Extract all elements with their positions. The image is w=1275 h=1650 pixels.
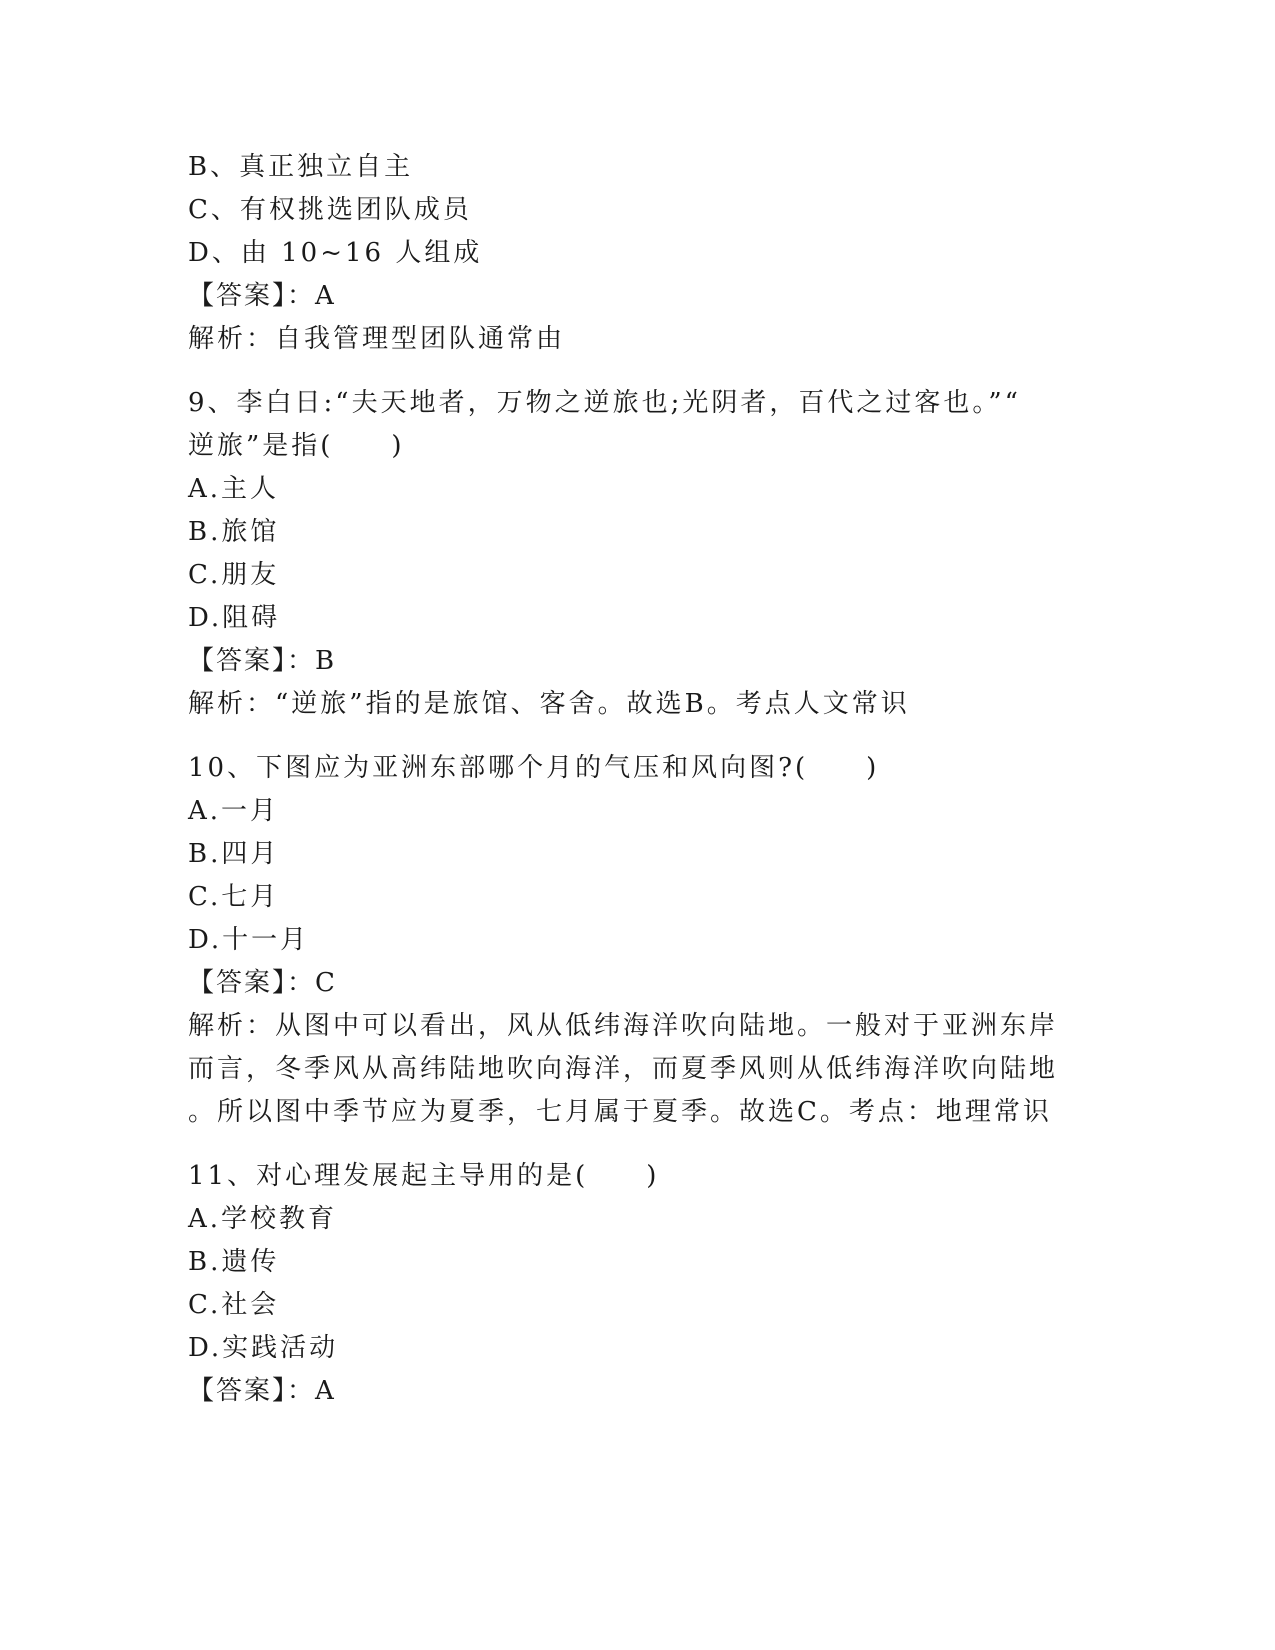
spacer [188, 361, 1088, 382]
question-stem: 10、下图应为亚洲东部哪个月的气压和风向图?( ) [188, 753, 880, 783]
option-c: C.七月 [188, 882, 280, 912]
option-d: D.阻碍 [188, 603, 281, 633]
answer: 【答案】：C [188, 968, 337, 998]
option-b: B、真正独立自主 [188, 152, 414, 182]
spacer [188, 1134, 1088, 1155]
document-page [188, 146, 1088, 1413]
question-10 [188, 747, 1088, 1134]
analysis-line-3: 。所以图中季节应为夏季，七月属于夏季。故选C。考点：地理常识 [188, 1097, 1052, 1127]
option-a: A.学校教育 [188, 1204, 338, 1234]
question-11 [188, 1155, 1088, 1413]
option-d: D.十一月 [188, 925, 310, 955]
option-c: C、有权挑选团队成员 [188, 195, 472, 225]
option-d: D.实践活动 [188, 1333, 339, 1363]
analysis-line-1: 解析：从图中可以看出，风从低纬海洋吹向陆地。一般对于亚洲东岸 [188, 1011, 1059, 1041]
question-stem: 11、对心理发展起主导用的是( ) [188, 1161, 660, 1191]
answer: 【答案】：A [188, 1376, 336, 1406]
question-stem: 9、李白日:“夫天地者，万物之逆旅也;光阴者，百代之过客也。”“ [188, 388, 1021, 418]
answer: 【答案】：B [188, 646, 337, 676]
question-9 [188, 382, 1088, 726]
option-a: A.主人 [188, 474, 280, 504]
option-a: A.一月 [188, 796, 280, 826]
spacer [188, 726, 1088, 747]
analysis-line-2: 而言，冬季风从高纬陆地吹向海洋，而夏季风则从低纬海洋吹向陆地 [188, 1054, 1059, 1084]
analysis: 解析：“逆旅”指的是旅馆、客舍。故选B。考点人文常识 [188, 689, 910, 719]
option-b: B.旅馆 [188, 517, 280, 547]
analysis: 解析：自我管理型团队通常由 [188, 324, 566, 354]
option-b: B.遗传 [188, 1247, 280, 1277]
option-c: C.社会 [188, 1290, 280, 1320]
question-stem-continued: 逆旅”是指( ) [188, 431, 405, 461]
option-b: B.四月 [188, 839, 280, 869]
option-c: C.朋友 [188, 560, 280, 590]
answer: 【答案】：A [188, 281, 336, 311]
option-d: D、由 10~16 人组成 [188, 238, 483, 268]
question-8-tail [188, 146, 1088, 361]
